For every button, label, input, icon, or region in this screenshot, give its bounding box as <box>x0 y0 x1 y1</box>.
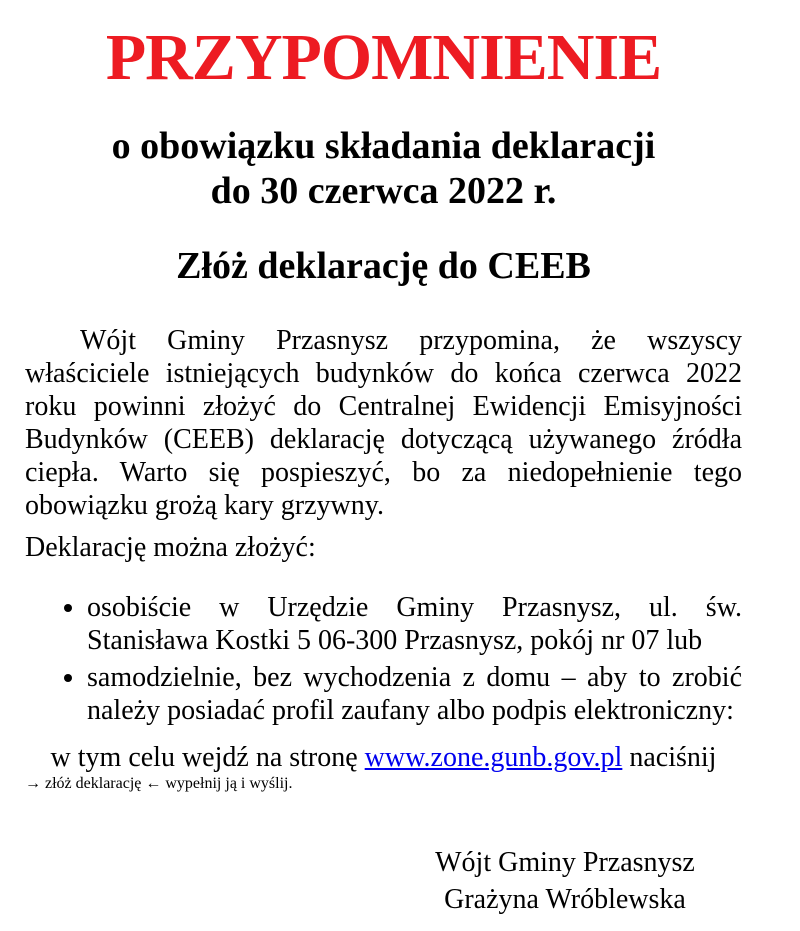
list-item-in-person: • osobiście w Urzędzie Gminy Przasnysz, ul. św. Stanisława Kostki 5 06-300 Przasnysz, pokój nr 07 lub <box>87 591 742 657</box>
subtitle-line-1: o obowiązku składania deklaracji <box>111 125 656 167</box>
list-intro: Deklarację można złożyć: <box>25 532 316 563</box>
list-item-online: • samodzielnie, bez wychodzenia z domu – aby to zrobić należy posiadać profil zaufany albo podpis elektroniczny: <box>87 661 742 727</box>
signature-name: Grażyna Wróblewska <box>444 884 686 915</box>
cta-heading: Złóż deklarację do CEEB <box>176 245 591 287</box>
instructions-paragraph <box>25 740 742 775</box>
instructions-suffix: naciśnij <box>622 742 717 773</box>
page-subtitle <box>25 124 742 214</box>
signature-role: Wójt Gminy Przasnysz <box>435 847 695 878</box>
instructions-line-2: → złóż deklarację ← wypełnij ją i wyślij. <box>25 775 293 792</box>
page-title: PRZYPOMNIENIE <box>105 21 662 94</box>
signature-block <box>405 846 725 916</box>
intro-paragraph: Wójt Gminy Przasnysz przypomina, że wszyscy właściciele istniejących budynków do końca czerwca 2022 roku powinni złożyć do Centralnej Ewidencji Emisyjności Budynków (CEEB) deklarację dotyczącą używanego źródła ciepła. Warto się pospieszyć, bo za niedopełnienie tego obowiązku grożą kary grzywny. <box>25 325 742 521</box>
instructions-prefix: w tym celu wejdź na stronę <box>50 742 365 773</box>
ceeb-website-link[interactable]: www.zone.gunb.gov.pl <box>364 742 623 773</box>
subtitle-line-2: do 30 czerwca 2022 r. <box>210 170 557 212</box>
submission-options-list <box>25 591 742 727</box>
